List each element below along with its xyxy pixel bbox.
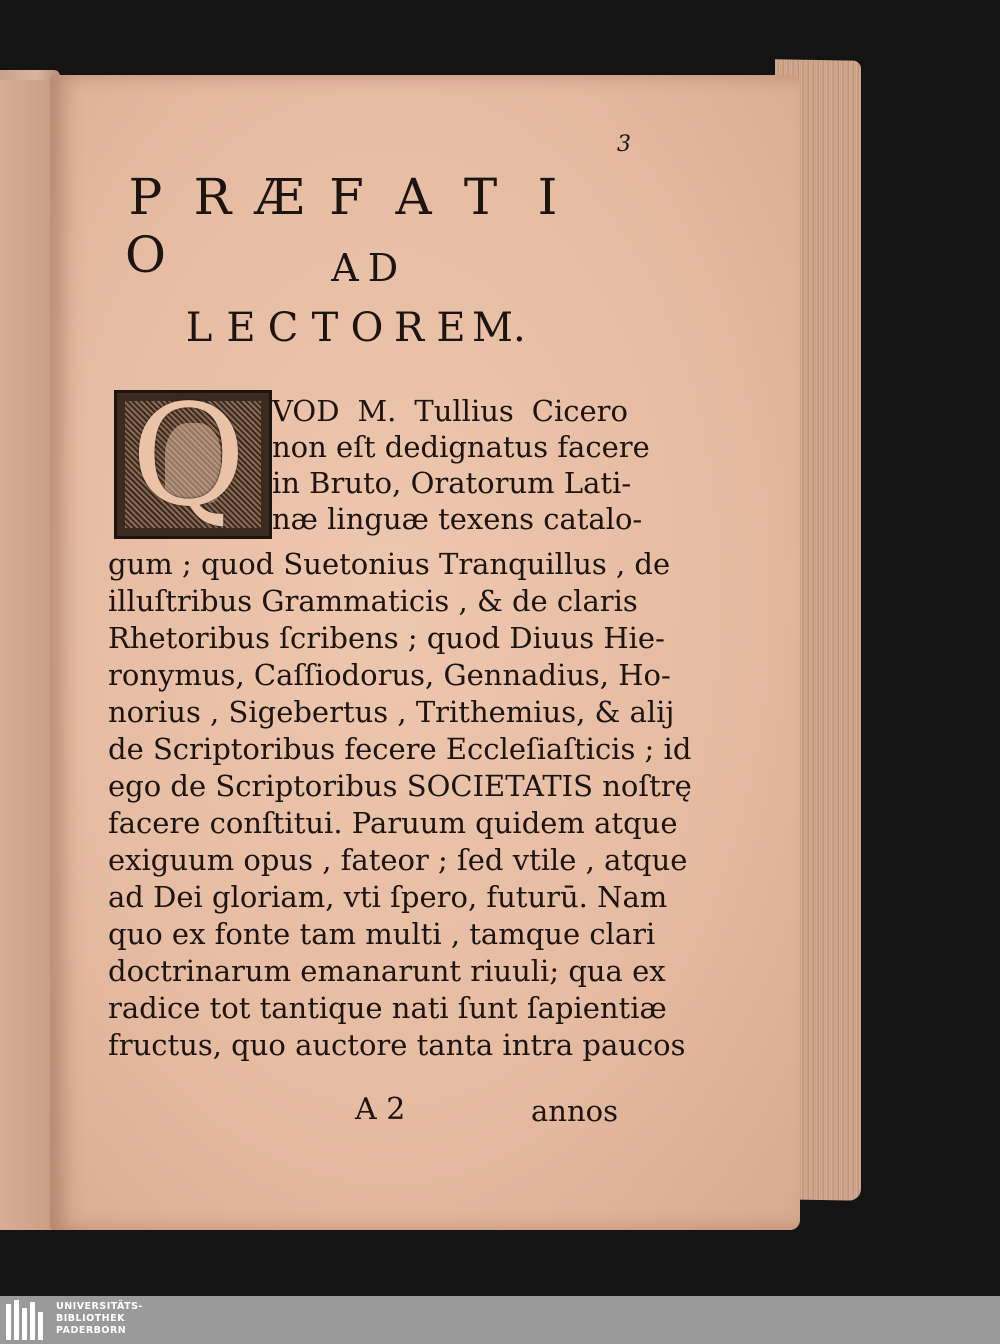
text-line: gum ; quod Suetonius Tranquillus , de bbox=[108, 547, 671, 581]
title-letter: Æ bbox=[254, 168, 305, 226]
title-letter: O bbox=[125, 226, 166, 284]
title-letter: E bbox=[436, 305, 466, 351]
page-folio: 3 bbox=[617, 132, 631, 157]
title-letter: L bbox=[185, 305, 213, 351]
decorated-initial bbox=[114, 375, 272, 539]
text-line: norius , Sigebertus , Trithemius, & alij bbox=[108, 695, 675, 729]
initial-letter: Q bbox=[131, 375, 246, 538]
title-letter: O bbox=[350, 305, 384, 351]
text-line: facere conſtitui. Paruum quidem atque bbox=[108, 806, 678, 840]
title-letter: R bbox=[393, 305, 425, 351]
title-letter: A bbox=[395, 168, 432, 226]
library-logo-text bbox=[56, 1301, 143, 1337]
title-letter: D bbox=[367, 246, 399, 290]
logo-line: UNIVERSITÄTS- bbox=[56, 1301, 143, 1312]
text-line: in Bruto, Oratorum Lati- bbox=[272, 466, 632, 500]
logo-line: BIBLIOTHEK bbox=[56, 1313, 125, 1324]
text-line: illuſtribus Grammaticis , & de claris bbox=[108, 584, 638, 618]
text-line: VOD M. Tullius Cicero bbox=[272, 394, 628, 428]
title-letter: T bbox=[463, 168, 498, 226]
title-letter: P bbox=[128, 168, 163, 226]
logo-line: PADERBORN bbox=[56, 1325, 127, 1336]
text-line: ego de Scriptoribus SOCIETATIS noſtrę bbox=[108, 769, 692, 803]
library-logo-icon bbox=[6, 1300, 48, 1340]
text-line: Rhetoribus ſcribens ; quod Diuus Hie- bbox=[108, 621, 665, 655]
title-letter: M. bbox=[472, 305, 526, 351]
title-letter: I bbox=[537, 168, 558, 226]
text-line: radice tot tantique nati ſunt ſapientiæ bbox=[108, 991, 667, 1025]
text-line: næ linguæ texens catalo- bbox=[272, 502, 643, 536]
title-letter: C bbox=[267, 305, 299, 351]
title-letter: T bbox=[311, 305, 339, 351]
title-line-lectorem bbox=[178, 305, 708, 351]
text-line: ronymus, Caſſiodorus, Gennadius, Ho- bbox=[108, 658, 671, 692]
left-page-sheet bbox=[0, 80, 48, 1230]
text-line: fructus, quo auctore tanta intra paucos bbox=[108, 1028, 686, 1062]
title-line-ad bbox=[326, 246, 856, 290]
library-footer bbox=[0, 1296, 1000, 1344]
text-line: de Scriptoribus fecere Eccleſiaſticis ; id bbox=[108, 732, 692, 766]
catchword: annos bbox=[531, 1094, 618, 1128]
text-line: doctrinarum emanarunt riuuli; qua ex bbox=[108, 954, 666, 988]
signature-mark: A 2 bbox=[355, 1092, 406, 1127]
text-line: non eſt dedignatus facere bbox=[272, 430, 650, 464]
title-letter: A bbox=[331, 246, 359, 290]
text-line: quo ex fonte tam multi , tamque clari bbox=[108, 917, 656, 951]
text-line: ad Dei gloriam, vti ſpero, futurū. Nam bbox=[108, 880, 668, 914]
text-line: exiguum opus , fateor ; ſed vtile , atque bbox=[108, 843, 688, 877]
title-letter: F bbox=[329, 168, 364, 226]
title-letter: E bbox=[226, 305, 256, 351]
title-letter: R bbox=[193, 168, 232, 226]
